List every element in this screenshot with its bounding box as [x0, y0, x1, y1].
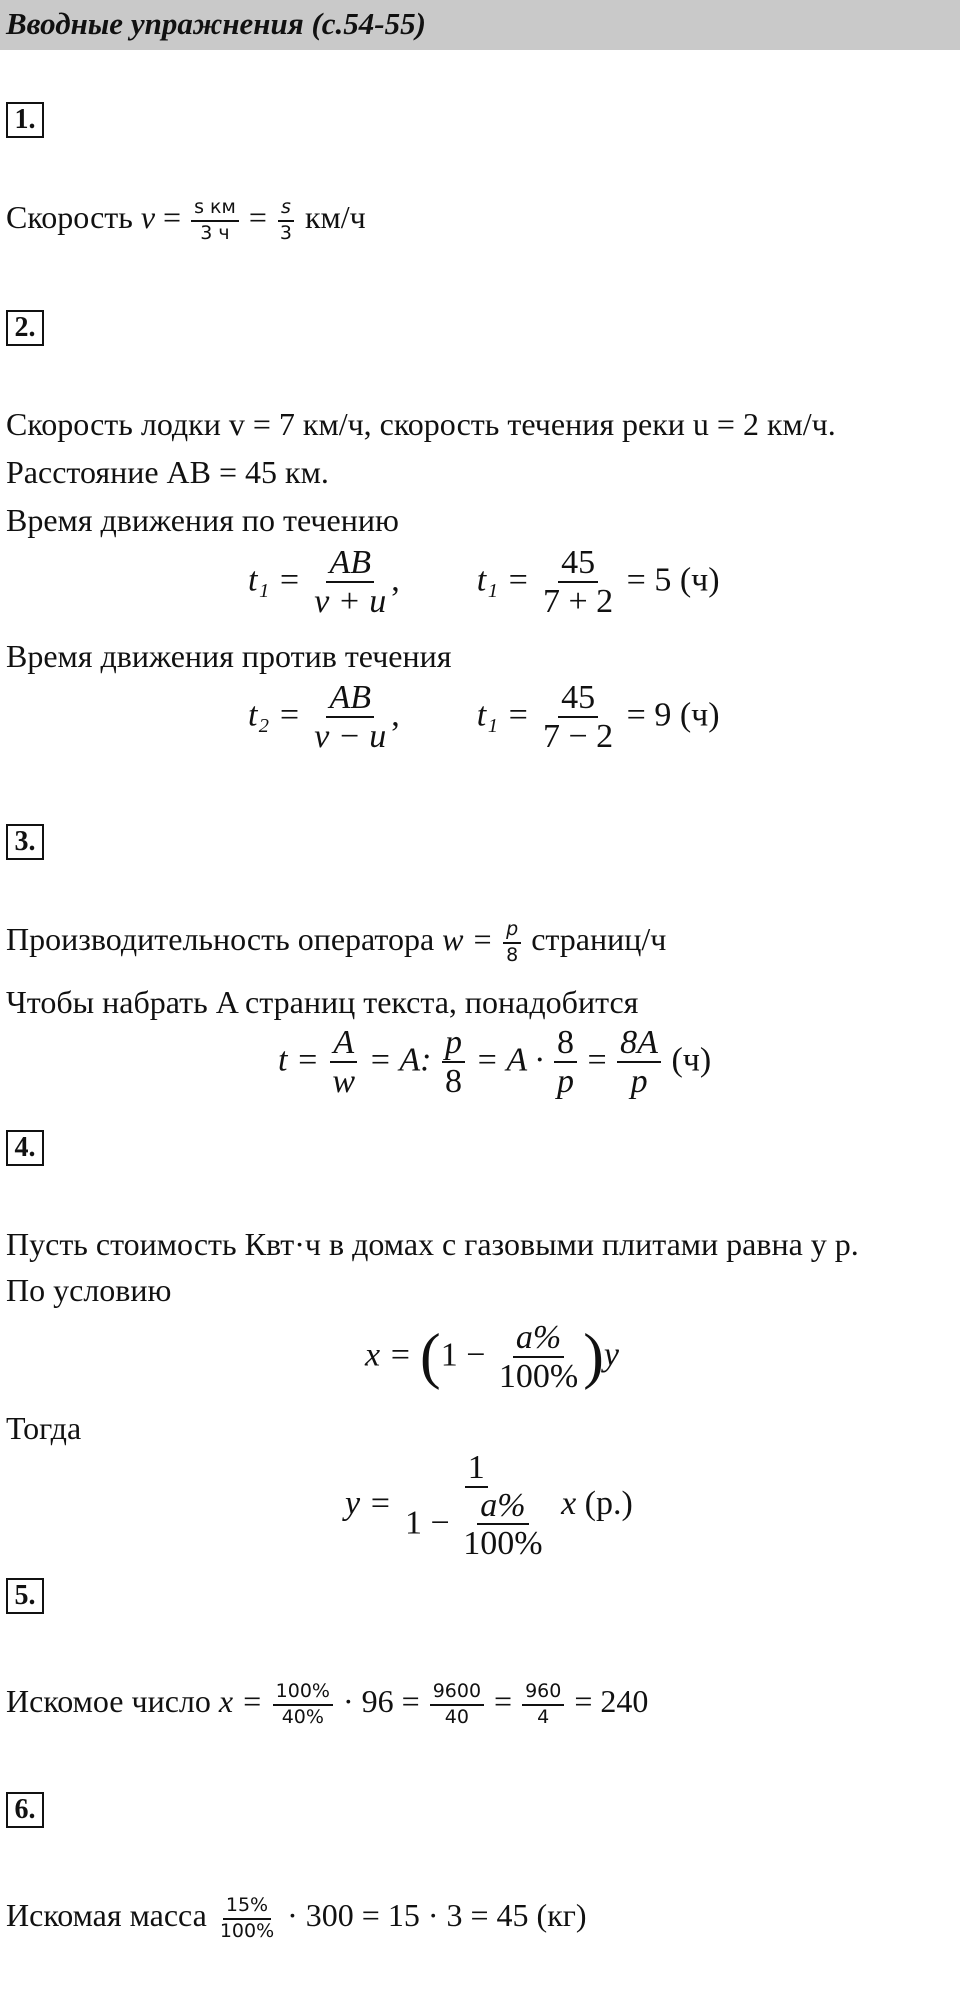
task1-unit: км/ч [304, 199, 366, 236]
task3-line2: Чтобы набрать A страниц текста, понадобится [6, 984, 639, 1020]
task4-line3: Тогда [6, 1410, 82, 1446]
header-bar [0, 0, 960, 50]
task1-var: v [140, 199, 156, 236]
task-number-2: 2. [6, 310, 44, 346]
page-title: Вводные упражнения (с.54-55) [6, 6, 426, 41]
task1-frac1: $\frac{\text{s км}}{3 ч}$ [191, 196, 239, 246]
task3-line1: Производительность оператора w = $\frac{p}{8}$ страниц/ч [6, 918, 667, 966]
task4-line1: Пусть стоимость Квт·ч в домах с газовыми плитами равна y р. [6, 1226, 859, 1262]
task-number-6: 6. [6, 1792, 44, 1828]
task-number-1: 1. [6, 102, 44, 138]
task1-text: Скорость [6, 199, 133, 236]
task2-formula2: t₂ = $\frac{AB}{v - u}$ , t₁ = $\frac{45}{7 - 2}$ = 9 (ч) [248, 679, 720, 755]
task4-formula2: y = 1 1 − $\frac{a\%}{100\%}$ x (р.) [345, 1449, 633, 1563]
task1-eq: = [163, 199, 182, 236]
task5-line: Искомое число x = $\frac{100\%}{40\%}$ · 96 = $\frac{9600}{40}$ = $\frac{960}{4}$ = 240 [6, 1680, 649, 1728]
task2-line2: Расстояние AB = 45 км. [6, 454, 329, 490]
task-number-4: 4. [6, 1130, 44, 1166]
task1-frac2: $\frac{s}{3}$ [279, 196, 292, 244]
task3-formula: t = $\frac{A}{w}$ = A: $\frac{p}{8}$ = A · $\frac{8}{p}$ = $\frac{8A}{p}$ (ч) [278, 1024, 712, 1100]
task1-line: Скорость v = $\frac{\text{s км}}{3 ч}$ = $\frac{s}{3}$ км/ч [6, 196, 366, 244]
task-number-5: 5. [6, 1578, 44, 1614]
task2-line3: Время движения по течению [6, 502, 399, 538]
task-number-3: 3. [6, 824, 44, 860]
task2-line1: Скорость лодки v = 7 км/ч, скорость течения реки u = 2 км/ч. [6, 406, 836, 442]
task2-formula1: t₁ = $\frac{AB}{v + u}$ , t₁ = $\frac{45}{7 + 2}$ = 5 (ч) [248, 544, 720, 620]
task4-formula1: x = (1 − $\frac{a\%}{100\%}$ )y [365, 1319, 619, 1395]
task6-line: Искомая масса $\frac{15\%}{100\%}$ · 300 = 15 · 3 = 45 (кг) [6, 1894, 587, 1942]
task2-line4: Время движения против течения [6, 638, 452, 674]
task4-line2: По условию [6, 1272, 172, 1308]
